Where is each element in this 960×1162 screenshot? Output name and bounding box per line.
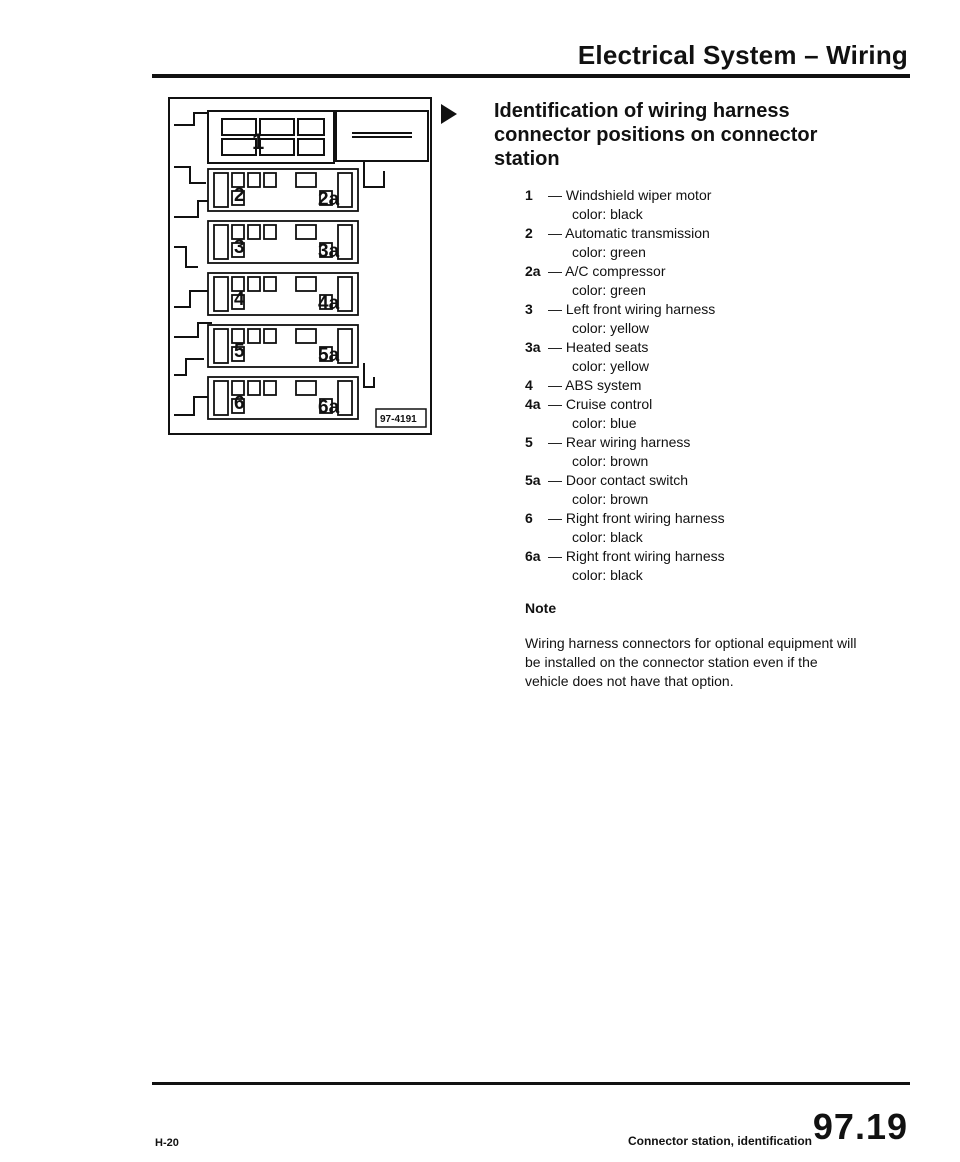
legend-description: — Right front wiring harness <box>548 548 725 564</box>
legend-color: color: black <box>572 206 643 222</box>
legend-description: — Right front wiring harness <box>548 510 725 526</box>
legend-item <box>525 224 865 243</box>
legend-color: color: black <box>572 529 643 545</box>
header-rule <box>152 74 910 78</box>
legend-color: color: brown <box>572 491 649 507</box>
connector-legend <box>525 186 865 585</box>
legend-number: 5 <box>525 434 533 450</box>
page-header-title: Electrical System – Wiring <box>577 40 908 70</box>
legend-description: — Rear wiring harness <box>548 434 691 450</box>
slot-label: 1 <box>252 129 265 154</box>
slot-label: 5 <box>234 341 245 362</box>
legend-color: color: black <box>572 567 643 583</box>
footer-rule <box>152 1082 910 1085</box>
legend-item <box>525 262 865 281</box>
legend-item <box>525 509 865 528</box>
legend-number: 4 <box>525 377 533 393</box>
legend-description: — A/C compressor <box>548 263 666 279</box>
legend-color: color: green <box>572 244 646 260</box>
legend-description: — ABS system <box>548 377 642 393</box>
legend-number: 2a <box>525 263 541 279</box>
legend-item <box>525 471 865 490</box>
legend-description: — Automatic transmission <box>548 225 710 241</box>
legend-item <box>525 186 865 205</box>
slot-label: 3a <box>318 241 340 262</box>
slot-label: 2a <box>318 189 340 210</box>
page-number: 97.19 <box>812 1106 908 1147</box>
section-title: Identification of wiring harness connector positions on connector station <box>494 100 818 170</box>
legend-number: 3 <box>525 301 533 317</box>
legend-description: — Heated seats <box>548 339 649 355</box>
note-body: Wiring harness connectors for optional equipment will be installed on the connector station even if the vehicle does not have that option. <box>525 635 857 689</box>
legend-color: color: blue <box>572 415 637 431</box>
slot-label: 5a <box>318 345 340 366</box>
legend-item <box>525 338 865 357</box>
figure-id: 97-4191 <box>380 414 417 425</box>
slot-label: 4 <box>234 289 245 310</box>
legend-item <box>525 300 865 319</box>
legend-item <box>525 547 865 566</box>
legend-number: 6 <box>525 510 533 526</box>
slot-label: 2 <box>234 185 245 206</box>
legend-description: — Door contact switch <box>548 472 689 488</box>
note-heading: Note <box>525 600 557 616</box>
legend-number: 6a <box>525 548 541 564</box>
legend-color: color: yellow <box>572 320 650 336</box>
slot-label: 6 <box>234 393 245 414</box>
legend-number: 4a <box>525 396 541 412</box>
slot-label: 6a <box>318 397 340 418</box>
bullet-arrow-icon <box>441 104 457 124</box>
legend-number: 3a <box>525 339 541 355</box>
slot-label: 4a <box>318 293 340 314</box>
legend-color: color: yellow <box>572 358 650 374</box>
legend-description: — Windshield wiper motor <box>548 187 712 203</box>
legend-color: color: brown <box>572 453 649 469</box>
legend-item <box>525 395 865 414</box>
connector-module-1 <box>208 111 334 163</box>
slot-label: 3 <box>234 237 245 258</box>
legend-item <box>525 376 865 395</box>
legend-number: 1 <box>525 187 533 203</box>
footer-caption: Connector station, identification <box>627 1134 812 1148</box>
legend-color: color: green <box>572 282 646 298</box>
connector-station-diagram <box>168 97 432 435</box>
page-code: H-20 <box>155 1137 179 1149</box>
legend-item <box>525 433 865 452</box>
legend-description: — Cruise control <box>548 396 653 412</box>
legend-number: 5a <box>525 472 541 488</box>
legend-number: 2 <box>525 225 533 241</box>
legend-description: — Left front wiring harness <box>548 301 716 317</box>
